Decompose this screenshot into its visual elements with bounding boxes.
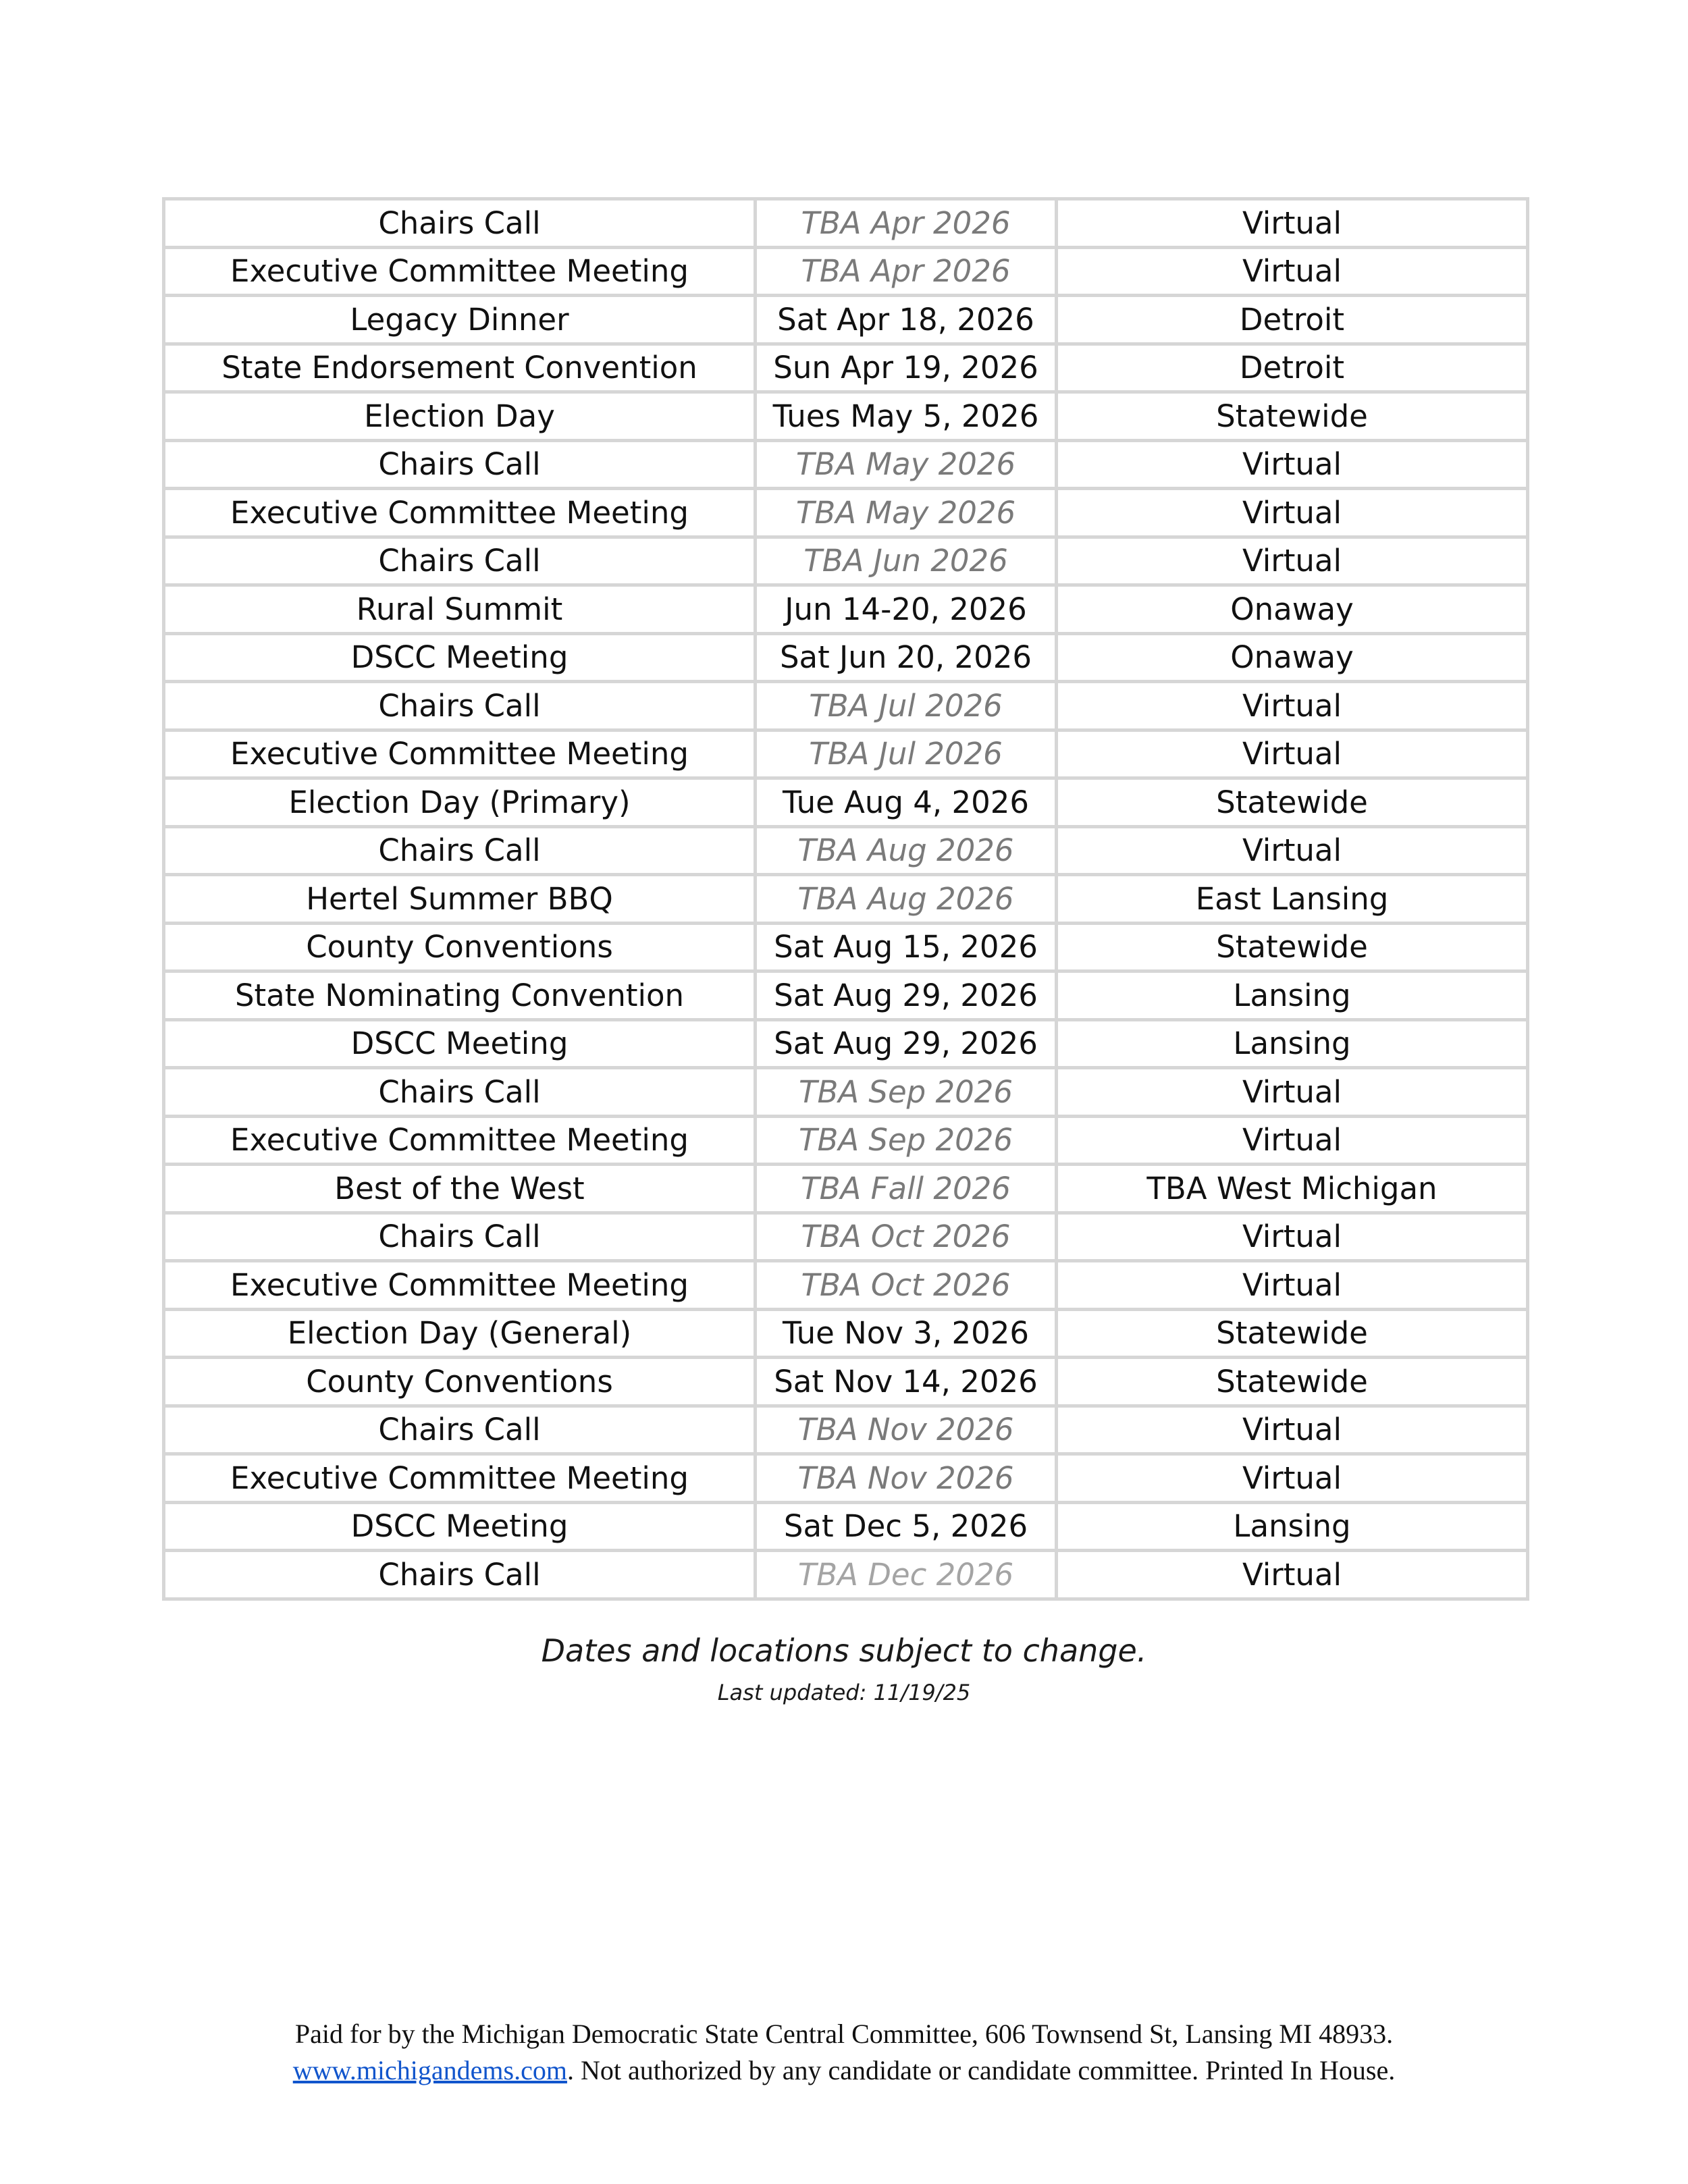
last-updated-note: Last updated: 11/19/25 [717, 1680, 971, 1705]
event-location-cell: Lansing [1057, 1502, 1528, 1551]
website-link[interactable]: www.michigandems.com [292, 2055, 567, 2085]
event-location-cell: Statewide [1057, 1358, 1528, 1406]
authorization-text: . Not authorized by any candidate or candidate committee. Printed In House. [566, 2055, 1396, 2085]
event-date-cell: TBA Dec 2026 [756, 1551, 1057, 1599]
event-date-cell: TBA Nov 2026 [756, 1406, 1057, 1454]
event-name-cell: State Endorsement Convention [164, 344, 756, 392]
event-name-cell: Chairs Call [164, 1213, 756, 1261]
event-name-cell: DSCC Meeting [164, 1502, 756, 1551]
schedule-row [164, 1068, 1528, 1117]
schedule-row [164, 682, 1528, 730]
event-date-cell: Sat Aug 15, 2026 [756, 923, 1057, 971]
event-name-cell: Chairs Call [164, 440, 756, 489]
event-date-cell: Sat Aug 29, 2026 [756, 1019, 1057, 1068]
event-date-cell: TBA Fall 2026 [756, 1165, 1057, 1213]
event-date-cell: TBA Oct 2026 [756, 1261, 1057, 1310]
schedule-row [164, 1358, 1528, 1406]
event-location-cell: Virtual [1057, 1116, 1528, 1165]
event-location-cell: East Lansing [1057, 875, 1528, 924]
event-name-cell: DSCC Meeting [164, 633, 756, 682]
event-location-cell: Statewide [1057, 778, 1528, 827]
event-name-cell: Chairs Call [164, 537, 756, 585]
event-name-cell: Hertel Summer BBQ [164, 875, 756, 924]
schedule-row [164, 585, 1528, 634]
schedule-row [164, 1454, 1528, 1503]
event-name-cell: Executive Committee Meeting [164, 1116, 756, 1165]
schedule-row [164, 440, 1528, 489]
event-schedule-table [162, 197, 1529, 1601]
event-name-cell: State Nominating Convention [164, 971, 756, 1020]
schedule-row [164, 1213, 1528, 1261]
event-date-cell: TBA Aug 2026 [756, 875, 1057, 924]
event-date-cell: TBA Jun 2026 [756, 537, 1057, 585]
event-name-cell: Executive Committee Meeting [164, 1261, 756, 1310]
schedule-row [164, 875, 1528, 924]
schedule-row [164, 971, 1528, 1020]
event-name-cell: Executive Committee Meeting [164, 489, 756, 537]
authorization-line [0, 2052, 1688, 2089]
event-location-cell: Virtual [1057, 1213, 1528, 1261]
event-location-cell: Virtual [1057, 730, 1528, 778]
schedule-row [164, 392, 1528, 441]
event-name-cell: Chairs Call [164, 826, 756, 875]
event-date-cell: Sat Aug 29, 2026 [756, 971, 1057, 1020]
event-location-cell: Virtual [1057, 489, 1528, 537]
event-date-cell: TBA Apr 2026 [756, 247, 1057, 296]
event-name-cell: County Conventions [164, 1358, 756, 1406]
event-date-cell: Sat Apr 18, 2026 [756, 296, 1057, 344]
schedule-row [164, 1406, 1528, 1454]
event-location-cell: Lansing [1057, 971, 1528, 1020]
event-name-cell: Election Day [164, 392, 756, 441]
event-date-cell: TBA Jul 2026 [756, 682, 1057, 730]
event-date-cell: TBA May 2026 [756, 440, 1057, 489]
event-location-cell: Virtual [1057, 1068, 1528, 1117]
event-date-cell: TBA Apr 2026 [756, 199, 1057, 248]
event-name-cell: Executive Committee Meeting [164, 730, 756, 778]
event-location-cell: Virtual [1057, 1261, 1528, 1310]
event-name-cell: Best of the West [164, 1165, 756, 1213]
event-location-cell: Virtual [1057, 537, 1528, 585]
event-name-cell: Election Day (Primary) [164, 778, 756, 827]
event-name-cell: County Conventions [164, 923, 756, 971]
event-location-cell: Virtual [1057, 440, 1528, 489]
event-date-cell: Sat Nov 14, 2026 [756, 1358, 1057, 1406]
schedule-row [164, 247, 1528, 296]
event-location-cell: Virtual [1057, 199, 1528, 248]
event-name-cell: DSCC Meeting [164, 1019, 756, 1068]
event-date-cell: TBA Nov 2026 [756, 1454, 1057, 1503]
event-date-cell: Sat Dec 5, 2026 [756, 1502, 1057, 1551]
event-name-cell: Chairs Call [164, 682, 756, 730]
event-date-cell: TBA Sep 2026 [756, 1116, 1057, 1165]
event-name-cell: Chairs Call [164, 199, 756, 248]
event-location-cell: Detroit [1057, 344, 1528, 392]
event-location-cell: Onaway [1057, 585, 1528, 634]
schedule-row [164, 1165, 1528, 1213]
event-date-cell: Tue Nov 3, 2026 [756, 1309, 1057, 1358]
event-date-cell: Sun Apr 19, 2026 [756, 344, 1057, 392]
event-date-cell: Jun 14-20, 2026 [756, 585, 1057, 634]
event-name-cell: Chairs Call [164, 1068, 756, 1117]
event-location-cell: Lansing [1057, 1019, 1528, 1068]
event-schedule-body [164, 199, 1528, 1599]
schedule-row [164, 199, 1528, 248]
schedule-row [164, 1116, 1528, 1165]
event-location-cell: TBA West Michigan [1057, 1165, 1528, 1213]
event-date-cell: TBA Sep 2026 [756, 1068, 1057, 1117]
event-location-cell: Virtual [1057, 826, 1528, 875]
event-location-cell: Statewide [1057, 1309, 1528, 1358]
schedule-row [164, 1551, 1528, 1599]
event-name-cell: Chairs Call [164, 1551, 756, 1599]
schedule-row [164, 778, 1528, 827]
event-name-cell: Rural Summit [164, 585, 756, 634]
event-date-cell: TBA Oct 2026 [756, 1213, 1057, 1261]
schedule-row [164, 730, 1528, 778]
schedule-disclaimer: Dates and locations subject to change. [541, 1632, 1147, 1669]
schedule-row [164, 1019, 1528, 1068]
event-location-cell: Onaway [1057, 633, 1528, 682]
paid-for-disclaimer-footer [0, 2016, 1688, 2089]
event-location-cell: Virtual [1057, 682, 1528, 730]
schedule-row [164, 489, 1528, 537]
event-location-cell: Statewide [1057, 923, 1528, 971]
event-date-cell: TBA Aug 2026 [756, 826, 1057, 875]
schedule-row [164, 1502, 1528, 1551]
event-location-cell: Detroit [1057, 296, 1528, 344]
schedule-row [164, 344, 1528, 392]
event-date-cell: Tue Aug 4, 2026 [756, 778, 1057, 827]
schedule-row [164, 1261, 1528, 1310]
schedule-row [164, 923, 1528, 971]
event-date-cell: TBA May 2026 [756, 489, 1057, 537]
paid-for-line: Paid for by the Michigan Democratic State Central Committee, 606 Townsend St, Lansing MI 48933. [294, 2019, 1394, 2049]
event-location-cell: Virtual [1057, 1406, 1528, 1454]
schedule-row [164, 537, 1528, 585]
schedule-row [164, 296, 1528, 344]
event-name-cell: Executive Committee Meeting [164, 247, 756, 296]
schedule-row [164, 826, 1528, 875]
schedule-row [164, 1309, 1528, 1358]
event-location-cell: Virtual [1057, 1551, 1528, 1599]
event-date-cell: Sat Jun 20, 2026 [756, 633, 1057, 682]
event-location-cell: Virtual [1057, 247, 1528, 296]
event-date-cell: Tues May 5, 2026 [756, 392, 1057, 441]
event-date-cell: TBA Jul 2026 [756, 730, 1057, 778]
event-name-cell: Chairs Call [164, 1406, 756, 1454]
event-name-cell: Executive Committee Meeting [164, 1454, 756, 1503]
event-name-cell: Legacy Dinner [164, 296, 756, 344]
schedule-row [164, 633, 1528, 682]
event-location-cell: Virtual [1057, 1454, 1528, 1503]
event-location-cell: Statewide [1057, 392, 1528, 441]
event-name-cell: Election Day (General) [164, 1309, 756, 1358]
